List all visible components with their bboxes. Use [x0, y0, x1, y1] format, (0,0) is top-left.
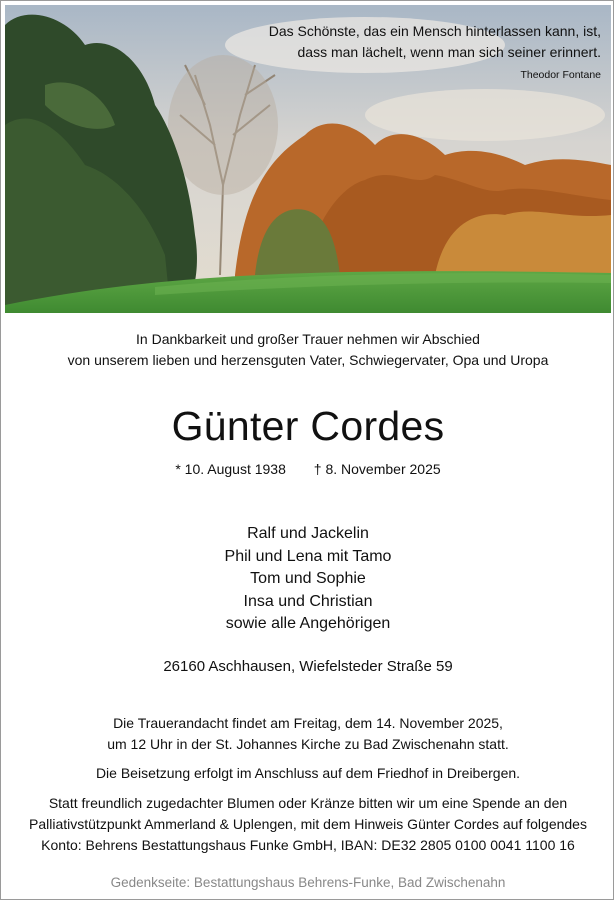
mourner: Ralf und Jackelin — [247, 525, 369, 542]
service-info — [1, 713, 614, 755]
quote-line: dass man lächelt, wenn man sich seiner erinnert. — [297, 44, 601, 60]
quote-line: Das Schönste, das ein Mensch hinterlassen kann, ist, — [268, 23, 601, 39]
life-dates — [1, 461, 614, 477]
service-line: Die Trauerandacht findet am Freitag, dem 14. November 2025, — [113, 715, 503, 731]
donation-line: Palliativstützpunkt Ammerland & Uplengen, mit dem Hinweis Günter Cordes auf folgendes — [29, 816, 587, 832]
mourner: sowie alle Angehörigen — [225, 615, 391, 632]
burial-info: Die Beisetzung erfolgt im Anschluss auf dem Friedhof in Dreibergen. — [95, 765, 521, 781]
autumn-landscape-photo — [5, 5, 611, 313]
mourner: Insa und Christian — [243, 592, 373, 610]
donation-line: Statt freundlich zugedachter Blumen oder Kränze bitten wir um eine Spende an den — [48, 795, 568, 811]
mourner: Tom und Sophie — [250, 570, 366, 587]
death-date: † 8. November 2025 — [313, 461, 441, 477]
deceased-name: Günter Cordes — [171, 403, 445, 449]
intro-line: von unserem lieben und herzensguten Vater, Schwiegervater, Opa und Uropa — [67, 352, 549, 368]
donation-info — [1, 793, 614, 856]
intro-line: In Dankbarkeit und großer Trauer nehmen wir Abschied — [136, 331, 480, 347]
memorial-page-footer: Gedenkseite: Bestattungshaus Behrens-Funke, Bad Zwischenahn — [110, 875, 506, 890]
quote-author: Theodor Fontane — [520, 69, 601, 81]
mourner: Phil und Lena mit Tamo — [224, 547, 392, 565]
mourners-list — [1, 523, 614, 636]
service-line: um 12 Uhr in der St. Johannes Kirche zu Bad Zwischenahn statt. — [107, 736, 509, 752]
address: 26160 Aschhausen, Wiefelsteder Straße 59 — [163, 658, 453, 675]
intro-text — [1, 329, 614, 371]
donation-line: Konto: Behrens Bestattungshaus Funke GmbH, IBAN: DE32 2805 0100 0041 1100 16 — [41, 837, 575, 853]
quote — [181, 21, 601, 81]
birth-date: * 10. August 1938 — [175, 461, 286, 477]
